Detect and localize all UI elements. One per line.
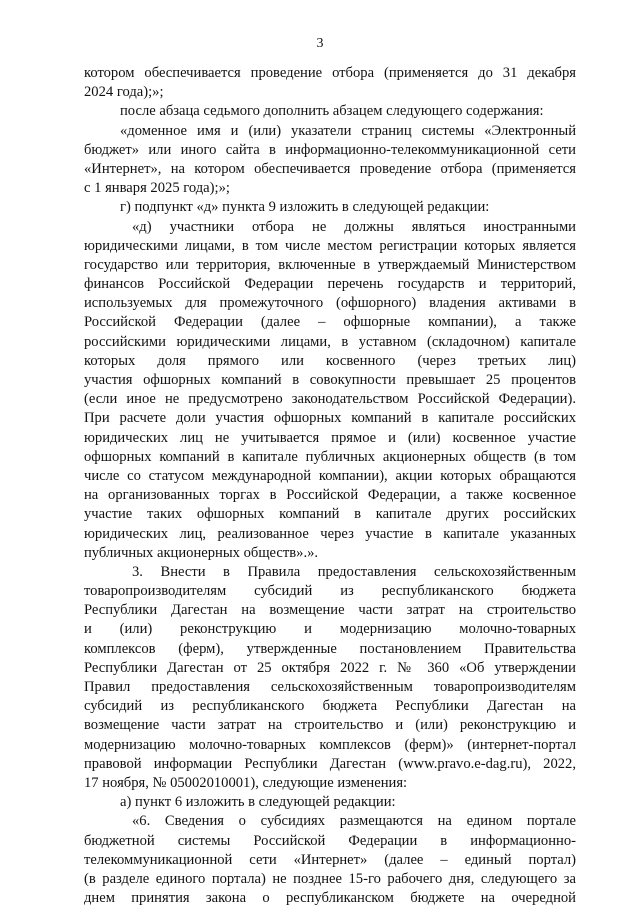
text-line: телекоммуникационной сети «Интернет» (далее – единый портал) <box>84 851 576 868</box>
text-line: которых доля прямого или косвенного (через третьих лиц) <box>84 352 576 369</box>
text-line: финансов Российской Федерации перечень государств и территорий, <box>84 276 576 293</box>
text-line: Республики Дагестан от 25 октября 2022 г. № 360 «Об утверждении <box>84 659 576 676</box>
text-line: «Интернет», на котором обеспечивается проведение отбора (применяется <box>84 160 576 177</box>
text-line: г) подпункт «д» пункта 9 изложить в следующей редакции: <box>120 199 490 216</box>
text-line: государство или территория, включенные в утверждаемый Министерством <box>84 256 576 273</box>
text-line: а) пункт 6 изложить в следующей редакции: <box>120 794 396 811</box>
text-line: публичных акционерных обществ».». <box>84 544 319 561</box>
text-line: бюджетной системы Российской Федерации в информационно- <box>84 832 576 849</box>
text-line: числе со статусом международной компании), акции которых обращаются <box>84 467 576 484</box>
text-line: субсидий из республиканского бюджета Республики Дагестан на <box>84 698 576 715</box>
text-line: модернизацию молочно-товарных комплексов (ферм)» (интернет-портал <box>84 736 576 753</box>
text-line: участия офшорных компаний в совокупности превышает 25 процентов <box>84 372 576 388</box>
text-line: котором обеспечивается проведение отбора (применяется до 31 декабря <box>84 65 576 81</box>
text-line: «д) участники отбора не должны являться иностранными <box>132 218 576 235</box>
page-number: 3 <box>316 36 324 51</box>
text-line: комплексов (ферм), утвержденные постановлением Правительства <box>84 640 576 657</box>
text-line: 2024 года);»; <box>84 84 164 101</box>
text-line: возмещение части затрат на строительство и (или) реконструкцию и <box>84 717 576 734</box>
text-line: «доменное имя и (или) указатели страниц системы «Электронный <box>120 122 576 139</box>
text-line: «6. Сведения о субсидиях размещаются на едином портале <box>132 813 576 830</box>
text-line: юридическими лицами, в том числе местом регистрации которых является <box>84 237 576 254</box>
text-line: юридических лиц, реализованное через участие в капитале указанных <box>84 525 576 542</box>
text-line: товаропроизводителям субсидий из республиканского бюджета <box>84 583 576 600</box>
text-line: на организованных торгах в Российской Федерации, а также косвенное <box>84 487 576 504</box>
text-line: правовой информации Республики Дагестан (www.pravo.e-dag.ru), 2022, <box>84 755 576 772</box>
text-line: Правил предоставления сельскохозяйственным товаропроизводителям <box>84 679 576 695</box>
text-line: используемых для промежуточного (офшорного) владения активами в <box>84 295 576 312</box>
text-line: офшорных компаний в капитале публичных акционерных обществ (в том <box>84 448 576 465</box>
text-line: российскими юридическими лицами, в уставном (складочном) капитале <box>84 333 576 350</box>
text-line: (если иное не предусмотрено законодательством Российской Федерации). <box>84 391 576 408</box>
text-line: после абзаца седьмого дополнить абзацем следующего содержания: <box>120 103 544 120</box>
text-line: При расчете доли участия офшорных компаний в капитале российских <box>84 410 576 427</box>
text-line: и (или) реконструкцию и модернизацию молочно-товарных <box>84 621 576 638</box>
text-line: с 1 января 2025 года);»; <box>84 180 230 197</box>
text-line: Российской Федерации (далее – офшорные компании), а также <box>84 314 576 331</box>
text-line: 17 ноября, № 05002010001), следующие изменения: <box>84 774 408 791</box>
document-body <box>84 64 576 908</box>
text-line: бюджет» или иного сайта в информационно-телекоммуникационной сети <box>84 141 576 158</box>
text-line: участие таких офшорных компаний в капитале других российских <box>84 506 576 523</box>
text-line: юридических лиц не учитывается прямое и (или) косвенное участие <box>84 429 576 446</box>
text-line: (в разделе единого портала) не позднее 15-го рабочего дня, следующего за <box>84 870 576 887</box>
text-line: 3. Внести в Правила предоставления сельскохозяйственным <box>132 563 576 580</box>
text-line: днем принятия закона о республиканском бюджете на очередной <box>84 890 576 907</box>
text-line: Республики Дагестан на возмещение части затрат на строительство <box>84 602 576 619</box>
